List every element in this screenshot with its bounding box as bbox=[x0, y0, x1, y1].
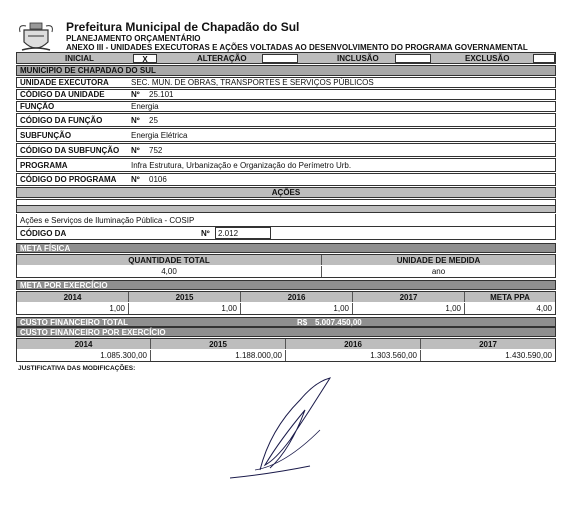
programa-row bbox=[16, 158, 556, 172]
custo-year-2017: 2017 bbox=[421, 339, 555, 349]
meta-fisica-header: META FÍSICA bbox=[16, 243, 556, 253]
acoes-description: Ações e Serviços de Iluminação Pública - COSIP bbox=[20, 215, 195, 225]
meta-year-2015: 2015 bbox=[129, 292, 241, 302]
status-bar bbox=[16, 52, 556, 64]
acoes-codigo-label: CÓDIGO DA bbox=[20, 228, 67, 238]
custo-value-2017: 1.430.590,00 bbox=[505, 351, 552, 360]
subfuncao-value: Energia Elétrica bbox=[131, 130, 188, 140]
codigo-subfuncao-label: CÓDIGO DA SUBFUNÇÃO bbox=[20, 145, 120, 155]
unidade-executora-row bbox=[16, 77, 556, 88]
meta-exercicio-header: META POR EXERCÍCIO bbox=[16, 280, 556, 290]
custo-total-label: CUSTO FINANCEIRO TOTAL bbox=[20, 317, 128, 327]
funcao-row bbox=[16, 101, 556, 112]
codigo-funcao-value: 25 bbox=[149, 115, 158, 125]
subfuncao-label: SUBFUNÇÃO bbox=[20, 130, 72, 140]
qty-header: QUANTIDADE TOTAL bbox=[17, 255, 322, 265]
n-label: Nº bbox=[131, 115, 140, 125]
custo-year-2014: 2014 bbox=[17, 339, 151, 349]
custo-value-2014: 1.085.300,00 bbox=[17, 350, 151, 361]
custo-total-currency: R$ bbox=[297, 317, 308, 327]
status-alteracao-label: ALTERAÇÃO bbox=[197, 53, 247, 63]
custo-total-row bbox=[16, 317, 556, 327]
acoes-separator bbox=[16, 205, 556, 213]
acoes-codigo-value: 2.012 bbox=[215, 227, 271, 239]
programa-label: PROGRAMA bbox=[20, 160, 68, 170]
n-label: Nº bbox=[131, 145, 140, 155]
meta-fisica-table bbox=[16, 254, 556, 278]
annex-title: ANEXO III - UNIDADES EXECUTORAS E AÇÕES VOLTADAS AO DESENVOLVIMENTO DO PROGRAMA GOVERNAMENTAL bbox=[66, 43, 528, 52]
status-exclusao-label: EXCLUSÃO bbox=[465, 53, 510, 63]
n-label: Nº bbox=[131, 90, 140, 99]
acoes-n-label: Nº bbox=[201, 228, 210, 238]
custo-total-value: 5.007.450,00 bbox=[315, 317, 362, 327]
handwritten-signature bbox=[230, 370, 350, 490]
meta-year-2014: 2014 bbox=[17, 292, 129, 302]
meta-year-2016: 2016 bbox=[241, 292, 353, 302]
custo-year-2016: 2016 bbox=[286, 339, 421, 349]
programa-value: Infra Estrutura, Urbanização e Organização do Perímetro Urb. bbox=[131, 160, 352, 170]
status-inclusao-label: INCLUSÃO bbox=[337, 53, 379, 63]
status-inicial-label: INICIAL bbox=[65, 53, 94, 63]
unit-header: UNIDADE DE MEDIDA bbox=[322, 255, 555, 265]
qty-value: 4,00 bbox=[17, 266, 322, 277]
unit-value: ano bbox=[431, 267, 446, 276]
codigo-funcao-label: CÓDIGO DA FUNÇÃO bbox=[20, 115, 103, 125]
meta-ppa-value: 4,00 bbox=[536, 304, 552, 313]
meta-value-2017: 1,00 bbox=[353, 303, 465, 314]
meta-year-2017: 2017 bbox=[353, 292, 465, 302]
page-title: Prefeitura Municipal de Chapadão do Sul bbox=[66, 20, 300, 34]
funcao-label: FUNÇÃO bbox=[20, 102, 55, 111]
codigo-unidade-value: 25.101 bbox=[149, 90, 174, 99]
acoes-codigo-row bbox=[16, 226, 556, 240]
unidade-executora-label: UNIDADE EXECUTORA bbox=[20, 78, 109, 87]
custo-value-2015: 1.188.000,00 bbox=[151, 350, 286, 361]
codigo-funcao-row bbox=[16, 113, 556, 127]
justificativa-label: JUSTIFICATIVA DAS MODIFICAÇÕES: bbox=[18, 365, 136, 372]
meta-value-2014: 1,00 bbox=[17, 303, 129, 314]
custo-exercicio-header: CUSTO FINANCEIRO POR EXERCÍCIO bbox=[16, 327, 556, 337]
meta-exercicio-table bbox=[16, 291, 556, 315]
custo-value-2016: 1.303.560,00 bbox=[286, 350, 421, 361]
status-alteracao-checkbox[interactable] bbox=[262, 54, 298, 63]
meta-ppa-header: META PPA bbox=[465, 292, 555, 302]
codigo-programa-value: 0106 bbox=[149, 175, 167, 184]
funcao-value: Energia bbox=[131, 102, 159, 111]
subfuncao-row bbox=[16, 128, 556, 142]
meta-value-2015: 1,00 bbox=[129, 303, 241, 314]
acoes-description-row bbox=[16, 214, 556, 226]
municipal-crest-logo bbox=[16, 20, 56, 56]
unidade-executora-value: SEC. MUN. DE OBRAS, TRANSPORTES E SERVIÇOS PÚBLICOS bbox=[131, 78, 374, 87]
municipio-header: MUNICIPIO DE CHAPADAO DO SUL bbox=[16, 65, 556, 76]
codigo-unidade-label: CÓDIGO DA UNIDADE bbox=[20, 90, 105, 99]
codigo-unidade-row bbox=[16, 89, 556, 100]
n-label: Nº bbox=[131, 175, 140, 184]
custo-exercicio-table bbox=[16, 338, 556, 362]
page-subtitle: PLANEJAMENTO ORÇAMENTÁRIO bbox=[66, 34, 201, 43]
codigo-programa-label: CÓDIGO DO PROGRAMA bbox=[20, 175, 117, 184]
status-inclusao-checkbox[interactable] bbox=[395, 54, 431, 63]
meta-value-2016: 1,00 bbox=[241, 303, 353, 314]
status-inicial-checkbox[interactable]: X bbox=[133, 54, 157, 63]
status-exclusao-checkbox[interactable] bbox=[533, 54, 555, 63]
codigo-programa-row bbox=[16, 173, 556, 186]
acoes-header: AÇÕES bbox=[16, 187, 556, 198]
codigo-subfuncao-value: 752 bbox=[149, 145, 163, 155]
codigo-subfuncao-row bbox=[16, 143, 556, 157]
custo-year-2015: 2015 bbox=[151, 339, 286, 349]
